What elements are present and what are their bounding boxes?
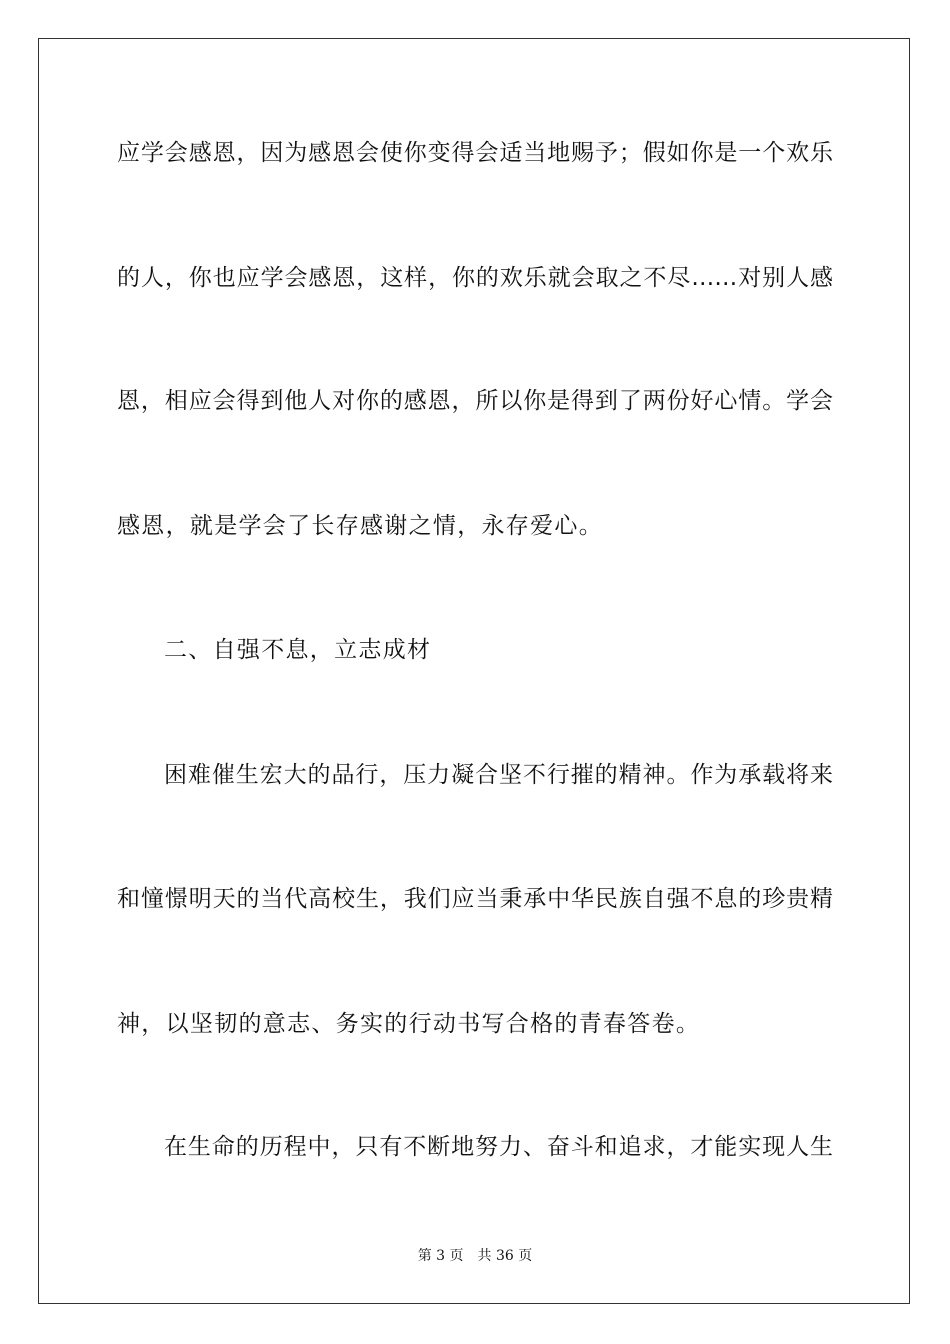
paragraph-line: 神，以坚韧的意志、务实的行动书写合格的青春答卷。 [117,1011,701,1037]
paragraph-line: 和憧憬明天的当代高校生，我们应当秉承中华民族自强不息的珍贵精 [117,886,833,912]
paragraph-line: 感恩，就是学会了长存感谢之情，永存爱心。 [117,513,603,539]
paragraph-line: 的人，你也应学会感恩，这样，你的欢乐就会取之不尽……对别人感 [117,265,833,291]
page-number: 第 3 页 [417,1248,464,1264]
section-heading: 二、自强不息，立志成材 [164,637,432,663]
paragraph-line: 应学会感恩，因为感恩会使你变得会适当地赐予；假如你是一个欢乐 [117,140,833,166]
page-total: 共 36 页 [477,1248,533,1264]
page-footer [0,1247,950,1265]
paragraph-line: 在生命的历程中，只有不断地努力、奋斗和追求，才能实现人生 [164,1134,833,1160]
paragraph-line: 恩，相应会得到他人对你的感恩，所以你是得到了两份好心情。学会 [117,388,833,414]
paragraph-line: 困难催生宏大的品行，压力凝合坚不行摧的精神。作为承载将来 [164,762,833,788]
page-border [38,38,910,1304]
